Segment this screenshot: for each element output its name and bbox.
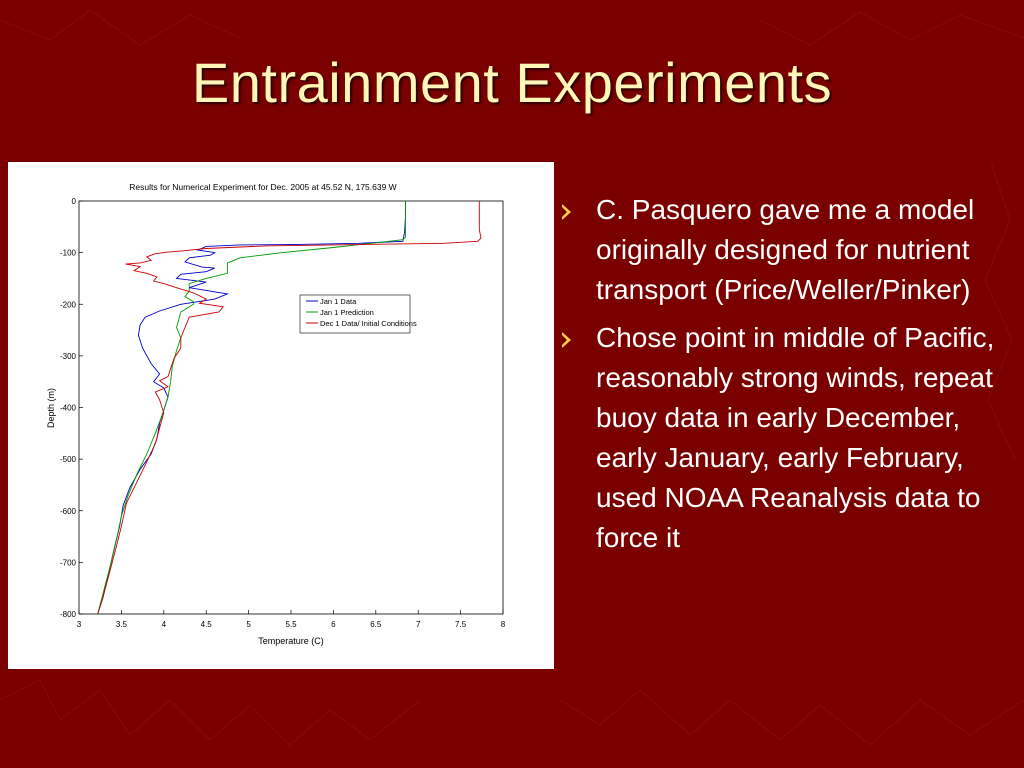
y-tick-label: -600 [59, 506, 76, 516]
legend-label: Jan 1 Data [320, 297, 357, 306]
x-tick-label: 3 [76, 620, 82, 629]
x-tick-label: 7.5 [455, 620, 467, 629]
x-tick-label: 4.5 [200, 620, 212, 629]
bullet-arrow-icon [562, 204, 571, 220]
y-tick-label: 0 [71, 197, 76, 206]
x-tick-label: 3.5 [115, 620, 127, 629]
y-tick-label: -800 [59, 610, 76, 619]
x-tick-label: 6 [331, 620, 336, 629]
x-axis-ticks [77, 610, 506, 629]
y-tick-label: -100 [59, 248, 76, 258]
depth-temperature-chart [8, 162, 554, 669]
slide-title: Entrainment Experiments [191, 51, 833, 114]
y-tick-label: -200 [59, 300, 76, 310]
y-tick-label: -700 [59, 558, 76, 568]
chart-legend [300, 295, 417, 333]
series-line-1 [98, 201, 406, 614]
x-tick-label: 7 [415, 620, 421, 629]
x-axis-label: Temperature (C) [258, 636, 324, 646]
bullet-arrow-icon [562, 332, 571, 348]
bullet-list [558, 190, 1008, 566]
y-tick-label: -500 [59, 455, 76, 465]
bullet-item [558, 318, 1008, 558]
legend-label: Dec 1 Data/ Initial Conditions [320, 319, 417, 328]
series-lines [98, 201, 481, 614]
chart-title: Results for Numerical Experiment for Dec. 2005 at 45.52 N, 175.639 W [129, 182, 397, 192]
chart-figure [8, 162, 554, 669]
bullet-text: C. Pasquero gave me a model originally designed for nutrient transport (Price/Weller/Pinker) [596, 194, 975, 305]
y-tick-label: -300 [59, 351, 76, 361]
legend-label: Jan 1 Prediction [320, 308, 374, 317]
x-tick-label: 4 [161, 620, 167, 629]
y-axis-ticks [60, 197, 83, 619]
x-tick-label: 5 [246, 620, 251, 629]
bullet-text: Chose point in middle of Pacific, reasonably strong winds, repeat buoy data in early December, early January, early February, used NOAA Reanalysis data to force it [596, 322, 995, 553]
plot-frame [79, 201, 503, 614]
y-tick-label: -400 [59, 403, 76, 413]
series-line-2 [98, 201, 481, 614]
series-line-0 [98, 201, 406, 614]
x-tick-label: 6.5 [370, 620, 382, 629]
y-axis-label: Depth (m) [46, 387, 56, 429]
x-tick-label: 8 [500, 620, 506, 629]
x-tick-label: 5.5 [285, 620, 297, 629]
bullet-item [558, 190, 1008, 310]
